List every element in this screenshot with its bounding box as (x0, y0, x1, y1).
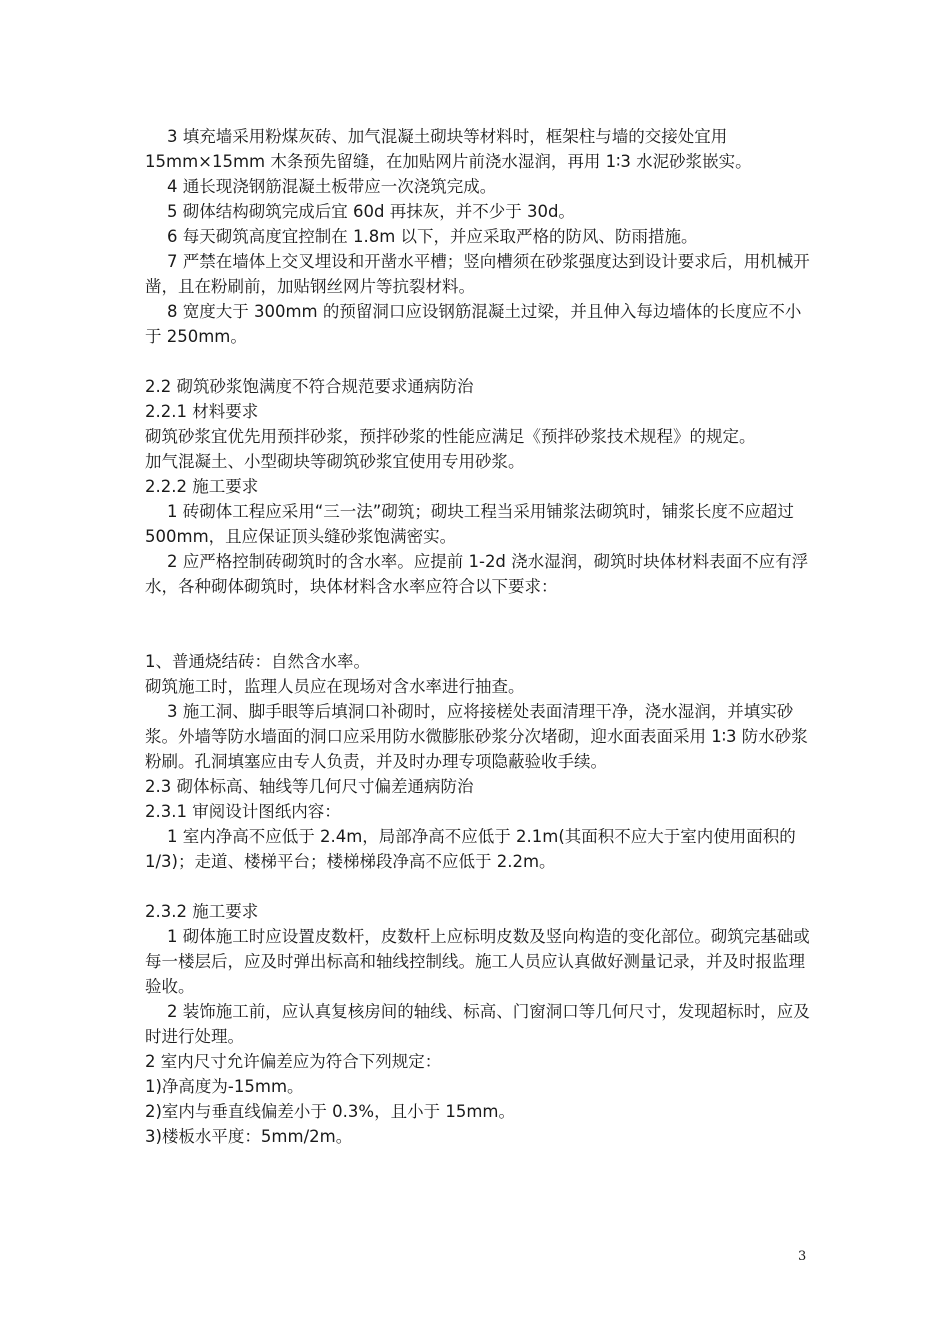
paragraph: 5 砌体结构砌筑完成后宜 60d 再抹灰，并不少于 30d。 (167, 202, 575, 221)
masonry-measures-section (145, 124, 810, 349)
paragraph: 3)楼板水平度：5mm/2m。 (145, 1127, 353, 1146)
paragraph: 2.2 砌筑砂浆饱满度不符合规范要求通病防治 (145, 377, 474, 396)
paragraph: 4 通长现浇钢筋混凝土板带应一次浇筑完成。 (167, 177, 497, 196)
geometry-deviation-section (145, 649, 810, 874)
paragraph: 1 砖砌体工程应采用“三一法”砌筑；砌块工程当采用铺浆法砌筑时，铺浆长度不应超过 500mm，且应保证顶头缝砂浆饱满密实。 (145, 502, 794, 546)
paragraph: 2 室内尺寸允许偏差应为符合下列规定： (145, 1052, 442, 1071)
paragraph: 3 填充墙采用粉煤灰砖、加气混凝土砌块等材料时，框架柱与墙的交接处宜用 15mm×15mm 木条预先留缝，在加贴网片前浇水湿润，再用 1∶3 水泥砂浆嵌实。 (145, 127, 752, 171)
page-number: 3 (798, 1249, 807, 1264)
document-body (145, 124, 810, 1149)
paragraph: 6 每天砌筑高度宜控制在 1.8m 以下，并应采取严格的防风、防雨措施。 (167, 227, 698, 246)
paragraph: 2 装饰施工前，应认真复核房间的轴线、标高、门窗洞口等几何尺寸，发现超标时，应及时进行处理。 (145, 1002, 810, 1046)
paragraph: 2.3 砌体标高、轴线等几何尺寸偏差通病防治 (145, 777, 474, 796)
paragraph: 砌筑施工时，监理人员应在现场对含水率进行抽查。 (145, 677, 525, 696)
paragraph: 1 室内净高不应低于 2.4m，局部净高不应低于 2.1m(其面积不应大于室内使用面积的 1/3)；走道、楼梯平台；楼梯梯段净高不应低于 2.2m。 (145, 827, 796, 871)
paragraph: 1)净高度为-15mm。 (145, 1077, 304, 1096)
spacer (145, 349, 810, 374)
paragraph: 8 宽度大于 300mm 的预留洞口应设钢筋混凝土过梁，并且伸入每边墙体的长度应不小于 250mm。 (145, 302, 802, 346)
paragraph: 1、普通烧结砖：自然含水率。 (145, 652, 370, 671)
paragraph: 2 应严格控制砖砌筑时的含水率。应提前 1-2d 浇水湿润，砌筑时块体材料表面不应有浮水，各种砌体砌筑时，块体材料含水率应符合以下要求： (145, 552, 809, 596)
paragraph: 1 砌体施工时应设置皮数杆，皮数杆上应标明皮数及竖向构造的变化部位。砌筑完基础或每一楼层后，应及时弹出标高和轴线控制线。施工人员应认真做好测量记录，并及时报监理验收。 (145, 927, 810, 996)
mortar-fullness-section (145, 374, 810, 599)
paragraph: 3 施工洞、脚手眼等后填洞口补砌时，应将接槎处表面清理干净，浇水湿润，并填实砂浆。外墙等防水墙面的洞口应采用防水微膨胀砂浆分次堵砌，迎水面表面采用 1∶3 防水砂浆粉刷。孔洞填塞应由专人负责，并及时办理专项隐蔽验收手续。 (145, 702, 808, 771)
spacer (145, 599, 810, 649)
paragraph: 砌筑砂浆宜优先用预拌砂浆，预拌砂浆的性能应满足《预拌砂浆技术规程》的规定。 (145, 427, 756, 446)
spacer (145, 874, 810, 899)
paragraph: 2.3.1 审阅设计图纸内容： (145, 802, 341, 821)
paragraph: 2.3.2 施工要求 (145, 902, 259, 921)
paragraph: 2.2.2 施工要求 (145, 477, 259, 496)
paragraph: 2)室内与垂直线偏差小于 0.3%，且小于 15mm。 (145, 1102, 515, 1121)
paragraph: 7 严禁在墙体上交叉埋设和开凿水平槽；竖向槽须在砂浆强度达到设计要求后，用机械开凿，且在粉刷前，加贴钢丝网片等抗裂材料。 (145, 252, 810, 296)
construction-requirements-section (145, 899, 810, 1149)
paragraph: 2.2.1 材料要求 (145, 402, 259, 421)
paragraph: 加气混凝土、小型砌块等砌筑砂浆宜使用专用砂浆。 (145, 452, 525, 471)
